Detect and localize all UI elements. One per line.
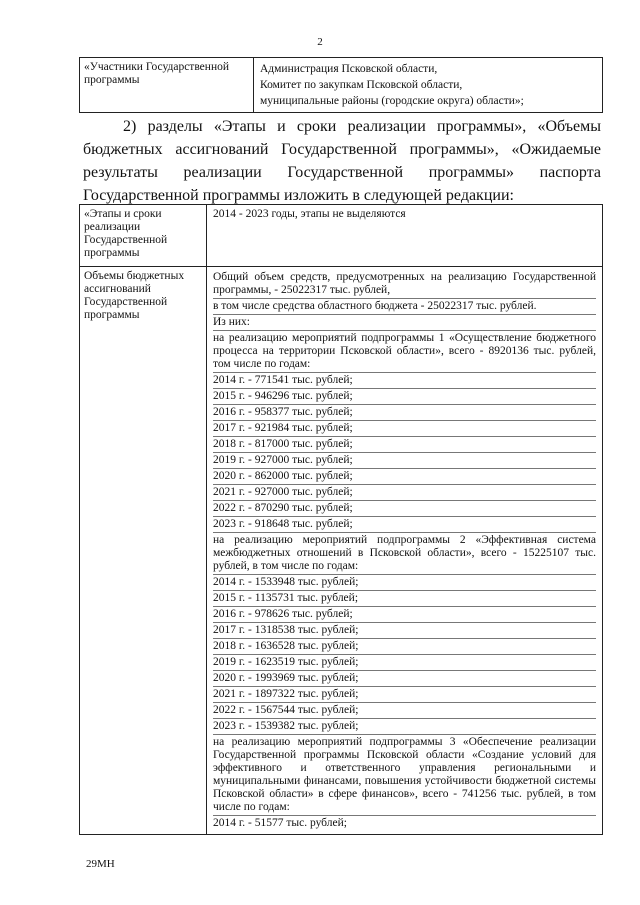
volume-line: на реализацию мероприятий подпрограммы 3 «Обеспечение реализации Государственной программы Псковской области «Создание условий для эффективного и ответственного управления региональными и муниципальными финансами, повышения устойчивости бюджетной системы Псковской области» в сфере финансов», всего - 741256 тыс. рублей, в том числе по годам: bbox=[213, 735, 596, 816]
volume-line: 2022 г. - 870290 тыс. рублей; bbox=[213, 501, 596, 517]
volume-line: 2019 г. - 927000 тыс. рублей; bbox=[213, 453, 596, 469]
volume-line: 2019 г. - 1623519 тыс. рублей; bbox=[213, 655, 596, 671]
volume-line: Общий объем средств, предусмотренных на реализацию Государственной программы, - 25022317 тыс. рублей, bbox=[213, 270, 596, 299]
volume-line: 2017 г. - 1318538 тыс. рублей; bbox=[213, 623, 596, 639]
participants-label: «Участники Государственной программы bbox=[80, 58, 254, 112]
stages-value: 2014 - 2023 годы, этапы не выделяются bbox=[213, 208, 406, 220]
volume-line: 2016 г. - 978626 тыс. рублей; bbox=[213, 607, 596, 623]
volume-line: 2014 г. - 771541 тыс. рублей; bbox=[213, 373, 596, 389]
volume-line: в том числе средства областного бюджета - 25022317 тыс. рублей. bbox=[213, 299, 596, 315]
volume-line: 2014 г. - 51577 тыс. рублей; bbox=[213, 817, 347, 829]
participants-row bbox=[80, 58, 602, 112]
participant-line: Комитет по закупкам Псковской области, bbox=[260, 79, 463, 91]
stages-label: «Этапы и сроки реализации Государственной программы bbox=[80, 205, 207, 266]
volume-line: 2014 г. - 1533948 тыс. рублей; bbox=[213, 575, 596, 591]
stages-row bbox=[80, 205, 602, 266]
participants-list bbox=[254, 58, 602, 112]
passport-table bbox=[79, 204, 603, 835]
volume-line: 2018 г. - 1636528 тыс. рублей; bbox=[213, 639, 596, 655]
volume-line: на реализацию мероприятий подпрограммы 1 «Осуществление бюджетного процесса на территории Псковской области», всего - 8920136 тыс. рублей, том числе по годам: bbox=[213, 331, 596, 373]
volume-line: 2022 г. - 1567544 тыс. рублей; bbox=[213, 703, 596, 719]
volume-line: 2015 г. - 946296 тыс. рублей; bbox=[213, 389, 596, 405]
participant-line: Администрация Псковской области, bbox=[260, 63, 438, 75]
participant-line: муниципальные районы (городские округа) области»; bbox=[260, 95, 524, 107]
volume-line: 2015 г. - 1135731 тыс. рублей; bbox=[213, 591, 596, 607]
volume-line: 2017 г. - 921984 тыс. рублей; bbox=[213, 421, 596, 437]
document-code: 29МН bbox=[86, 858, 115, 870]
volume-line: 2016 г. - 958377 тыс. рублей; bbox=[213, 405, 596, 421]
volume-line: на реализацию мероприятий подпрограммы 2 «Эффективная система межбюджетных отношений в Псковской области», всего - 15225107 тыс. рублей, в том числе по годам: bbox=[213, 533, 596, 575]
volume-line: 2020 г. - 862000 тыс. рублей; bbox=[213, 469, 596, 485]
volumes-lines bbox=[207, 267, 602, 834]
volume-line: 2021 г. - 1897322 тыс. рублей; bbox=[213, 687, 596, 703]
volume-line: 2023 г. - 918648 тыс. рублей; bbox=[213, 517, 596, 533]
volume-line: 2020 г. - 1993969 тыс. рублей; bbox=[213, 671, 596, 687]
volume-line: Из них: bbox=[213, 315, 596, 331]
volumes-row bbox=[80, 266, 602, 834]
volume-line: 2021 г. - 927000 тыс. рублей; bbox=[213, 485, 596, 501]
page-number: 2 bbox=[317, 36, 323, 48]
volume-line: 2023 г. - 1539382 тыс. рублей; bbox=[213, 719, 596, 735]
participants-table bbox=[79, 57, 603, 113]
volume-line: 2018 г. - 817000 тыс. рублей; bbox=[213, 437, 596, 453]
amendment-paragraph: 2) разделы «Этапы и сроки реализации программы», «Объемы бюджетных ассигнований Государственной программы», «Ожидаемые результаты реализации Государственной программы» паспорта Государственной программы изложить в следующей редакции: bbox=[83, 118, 601, 204]
volumes-label: Объемы бюджетных ассигнований Государственной программы bbox=[80, 267, 207, 834]
